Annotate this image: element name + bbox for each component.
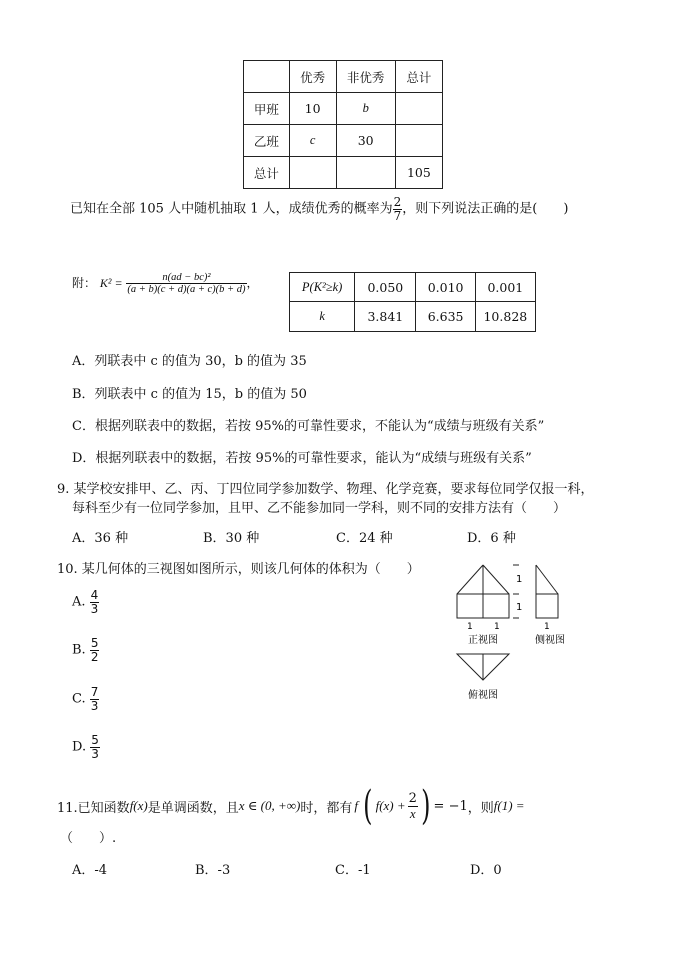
q11-equation: = −1 [433, 798, 468, 814]
q8-probability-fraction [393, 196, 403, 222]
q9-option-c: C．24 种 [336, 531, 393, 546]
q11-stem [57, 783, 525, 829]
q9-stem-line1: 9. 某学校安排甲、乙、丙、丁四位同学参加数学、物理、化学竞赛，要求每位同学仅报一科， [57, 482, 594, 497]
q9-option-d: D．6 种 [467, 531, 516, 546]
table-cell [395, 93, 442, 125]
q11-option-d: D．0 [470, 863, 502, 878]
top-view-label: 俯视图 [468, 690, 498, 701]
q8-stem [70, 196, 568, 222]
fraction-numerator: 4 [90, 588, 99, 602]
fraction-denominator: 7 [393, 208, 402, 223]
q11-option-a: A．-4 [72, 863, 108, 878]
table-cell: 0.001 [475, 273, 535, 302]
fraction-numerator: 2 [393, 195, 402, 209]
fraction-denominator: 3 [90, 601, 99, 616]
table-cell: 0.010 [416, 273, 475, 302]
fraction-numerator: 5 [90, 636, 99, 650]
critical-value-table [289, 272, 536, 332]
table-cell: 乙班 [244, 125, 290, 157]
front-view [457, 565, 509, 618]
side-view-label: 侧视图 [535, 635, 565, 646]
fraction-denominator: 3 [91, 746, 99, 761]
front-view-label: 正视图 [468, 635, 498, 646]
table-cell [289, 157, 336, 189]
table-cell: 105 [395, 157, 442, 189]
q9-option-a: A．36 种 [72, 531, 129, 546]
table-cell: 3.841 [355, 302, 416, 332]
q10-option-d [72, 734, 100, 760]
q8-option-d: D．根据列联表中的数据，若按 95%的可靠性要求，能认为“成绩与班级有关系” [72, 451, 532, 466]
formula-denominator: (a + b)(c + d)(a + c)(b + d) [127, 284, 246, 296]
fraction-numerator: 2 [408, 790, 417, 806]
q8-stem-text-end: ，则下列说法正确的是( ) [402, 201, 569, 217]
dim-label: 1 [544, 622, 550, 632]
table-cell: c [289, 125, 336, 157]
option-fraction [90, 686, 100, 712]
right-paren: ) [421, 783, 431, 829]
table-header: 总计 [395, 61, 442, 93]
side-view [536, 565, 558, 618]
option-label: D. [72, 739, 87, 755]
option-label: A. [72, 594, 86, 610]
appendix-label: 附： [72, 276, 97, 291]
q10-option-b [72, 637, 99, 663]
q11-fraction [408, 792, 418, 820]
table-cell: 30 [336, 125, 395, 157]
table-cell: 0.050 [355, 273, 416, 302]
q11-function: f(x) [129, 798, 148, 813]
option-fraction [90, 637, 100, 663]
table-cell: k [290, 302, 355, 332]
table-cell: 10 [289, 93, 336, 125]
table-cell [395, 125, 442, 157]
q10-option-c [72, 686, 99, 712]
q11-text: 是单调函数，且 [147, 800, 239, 816]
q11-answer-blank: （ ）. [60, 831, 117, 846]
dim-label: 1 [516, 602, 523, 613]
fraction-numerator: 5 [91, 733, 99, 747]
table-header: 非优秀 [336, 61, 395, 93]
fraction-numerator: 7 [90, 685, 99, 699]
q11-text: 11.已知函数 [57, 800, 130, 816]
q11-text: 时，都有 [300, 800, 353, 816]
left-paren: ( [363, 783, 373, 829]
table-cell [244, 61, 290, 93]
top-view [457, 654, 509, 680]
q11-outer-f: f [354, 798, 358, 813]
dim-label: 1 [516, 574, 523, 585]
k2-formula [72, 272, 259, 295]
formula-fraction [126, 272, 246, 295]
table-cell [336, 157, 395, 189]
three-view-figure [453, 562, 593, 712]
table-cell: 甲班 [244, 93, 290, 125]
option-label: C. [72, 691, 86, 707]
table-cell: 总计 [244, 157, 290, 189]
option-fraction [90, 734, 100, 760]
dim-label: 1 [494, 622, 500, 632]
contingency-table [243, 60, 443, 189]
q8-stem-text: 已知在全部 105 人中随机抽取 1 人，成绩优秀的概率为 [70, 201, 393, 217]
option-fraction [90, 589, 100, 615]
formula-lhs: K² = [99, 276, 123, 291]
q11-option-c: C．-1 [335, 863, 371, 878]
fraction-denominator: 2 [90, 649, 99, 664]
formula-comma: ， [246, 276, 259, 291]
table-cell: P(K²≥k) [290, 273, 355, 302]
fraction-denominator: 3 [90, 698, 99, 713]
dim-label: 1 [467, 622, 473, 632]
q11-text: ，则 [467, 800, 494, 816]
q11-option-b: B．-3 [195, 863, 231, 878]
q10-stem: 10. 某几何体的三视图如图所示，则该几何体的体积为（ ） [57, 562, 420, 577]
q11-domain: x ∈ (0, +∞) [238, 798, 301, 813]
table-header: 优秀 [289, 61, 336, 93]
option-label: B. [72, 642, 86, 658]
q9-stem-line2: 每科至少有一位同学参加，且甲、乙不能参加同一学科，则不同的安排方法有（ ） [72, 501, 567, 516]
q9-option-b: B．30 种 [203, 531, 260, 546]
q11-inner: f(x) + [375, 798, 406, 813]
q8-option-a: A．列联表中 c 的值为 30，b 的值为 35 [72, 354, 307, 369]
q10-option-a [72, 589, 99, 615]
formula-numerator: n(ad − bc)² [126, 272, 246, 284]
table-cell: 6.635 [416, 302, 475, 332]
q11-ask: f(1) = [493, 798, 525, 813]
q8-option-c: C．根据列联表中的数据，若按 95%的可靠性要求，不能认为“成绩与班级有关系” [72, 419, 545, 434]
table-cell: 10.828 [475, 302, 535, 332]
fraction-denominator: x [409, 805, 416, 821]
q8-option-b: B．列联表中 c 的值为 15，b 的值为 50 [72, 387, 307, 402]
table-cell: b [336, 93, 395, 125]
